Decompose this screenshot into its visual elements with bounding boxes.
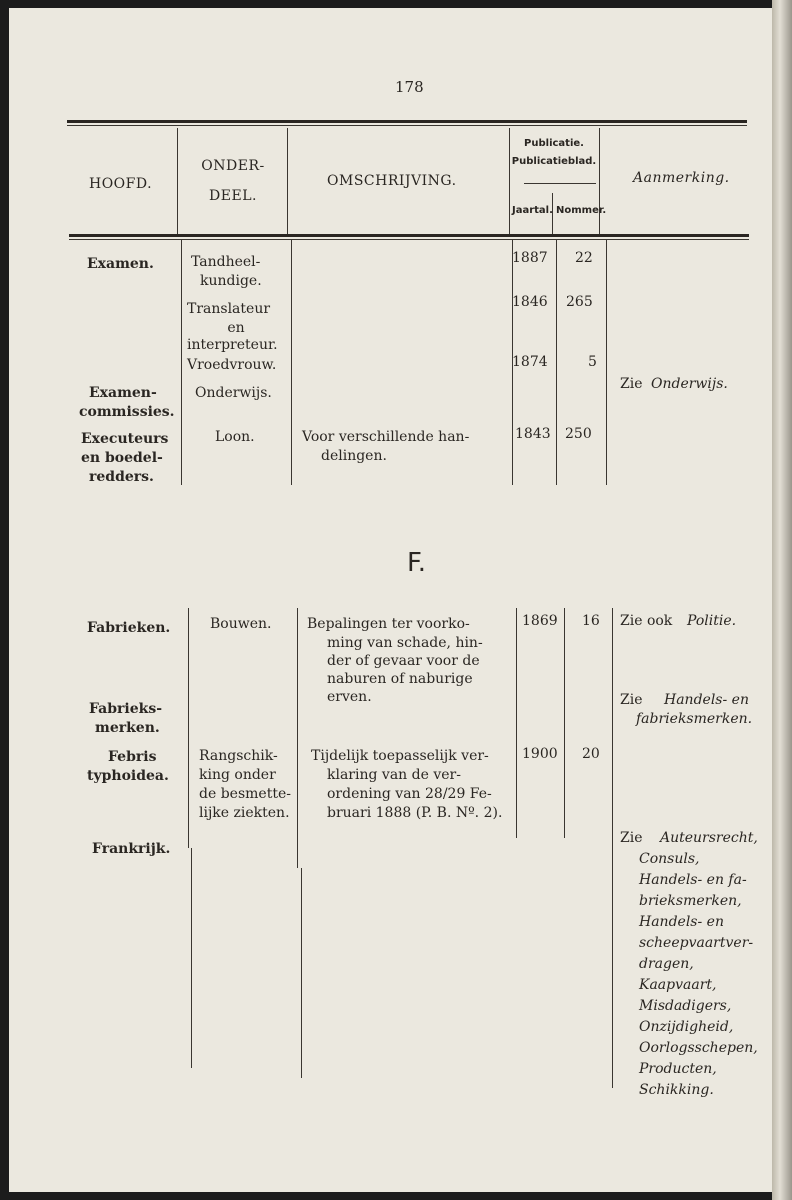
publicatie-brace <box>524 183 596 184</box>
f-hoofd-frankrijk: Frankrijk. <box>92 841 171 857</box>
f-omschrijving-1e: erven. <box>327 689 372 705</box>
f-nommer-3: 20 <box>582 746 600 762</box>
f-omschrijving-3a: Tijdelijk toepasselijk ver- <box>311 748 489 764</box>
f-aanmerking-4-ref11: Oorlogsschepen, <box>639 1040 758 1056</box>
e-divider-4 <box>556 240 557 485</box>
f-nommer-1: 16 <box>582 613 600 629</box>
f-onderdeel-3d: lijke ziekten. <box>199 805 290 821</box>
f-aanmerking-4-ref5: Handels- en <box>639 914 724 930</box>
section-letter-f: F. <box>407 548 427 578</box>
e-hoofd-examencommissies-2: commissies. <box>79 404 175 420</box>
f-hoofd-febris-2: typhoidea. <box>87 768 169 784</box>
f-aanmerking-2-zie: Zie <box>620 692 643 708</box>
header-nommer: Nommer. <box>556 205 607 216</box>
f-aanmerking-4-zie: Zie <box>620 830 643 846</box>
e-nommer-2: 265 <box>566 294 593 310</box>
e-jaartal-3: 1874 <box>512 354 548 370</box>
f-hoofd-fabrieksmerken-1: Fabrieks- <box>89 701 163 717</box>
e-onderdeel-2a: Translateur <box>187 301 271 317</box>
f-jaartal-3: 1900 <box>522 746 558 762</box>
e-omschrijving-5b: delingen. <box>321 448 387 464</box>
f-aanmerking-1-zie: Zie ook <box>620 613 673 629</box>
header-bottom-rule <box>69 234 749 237</box>
f-divider-1 <box>188 608 189 848</box>
e-nommer-5: 250 <box>565 426 592 442</box>
f-omschrijving-1c: der of gevaar voor de <box>327 653 480 669</box>
f-divider-2b <box>301 868 302 1078</box>
f-aanmerking-4-ref10: Onzijdigheid, <box>639 1019 734 1035</box>
header-top-rule <box>67 120 747 123</box>
page-number: 178 <box>395 78 424 96</box>
e-jaartal-2: 1846 <box>512 294 548 310</box>
header-onderdeel-1: ONDER- <box>201 158 265 174</box>
header-onderdeel-2: DEEL. <box>209 188 257 204</box>
f-aanmerking-2-ref2: fabrieksmerken. <box>636 711 753 727</box>
e-hoofd-executeurs-3: redders. <box>89 469 154 485</box>
header-bottom-rule-thin <box>69 239 749 240</box>
f-aanmerking-4-ref9: Misdadigers, <box>639 998 732 1014</box>
f-aanmerking-4-ref4: brieksmerken, <box>639 893 742 909</box>
f-divider-2 <box>297 608 298 868</box>
header-divider-2 <box>287 128 288 234</box>
f-aanmerking-4-ref12: Producten, <box>639 1061 717 1077</box>
e-hoofd-executeurs-1: Executeurs <box>81 431 169 447</box>
f-divider-4 <box>564 608 565 838</box>
e-aanmerking-4-zie: Zie <box>620 376 643 392</box>
e-divider-2 <box>291 240 292 485</box>
header-omschrijving: OMSCHRIJVING. <box>327 173 457 189</box>
e-aanmerking-4-ref: Onderwijs. <box>651 376 728 392</box>
e-onderdeel-2c: interpreteur. <box>187 337 278 353</box>
f-onderdeel-1: Bouwen. <box>210 616 272 632</box>
f-jaartal-1: 1869 <box>522 613 558 629</box>
f-onderdeel-3c: de besmette- <box>199 786 291 802</box>
e-jaartal-1: 1887 <box>512 250 548 266</box>
book-spine-edge <box>772 0 792 1200</box>
f-aanmerking-4-ref2: Consuls, <box>639 851 700 867</box>
f-omschrijving-1d: naburen of naburige <box>327 671 473 687</box>
e-divider-1 <box>181 240 182 485</box>
e-onderdeel-1b: kundige. <box>200 273 262 289</box>
e-jaartal-5: 1843 <box>515 426 551 442</box>
f-omschrijving-1b: ming van schade, hin- <box>327 635 483 651</box>
book-page <box>9 8 772 1192</box>
f-hoofd-fabrieksmerken-2: merken. <box>95 720 160 736</box>
e-onderdeel-5: Loon. <box>215 429 255 445</box>
e-nommer-1: 22 <box>575 250 593 266</box>
f-aanmerking-4-ref6: scheepvaartver- <box>639 935 754 951</box>
f-aanmerking-4-ref7: dragen, <box>639 956 694 972</box>
header-divider-1 <box>177 128 178 234</box>
f-omschrijving-3d: bruari 1888 (P. B. Nº. 2). <box>327 805 503 821</box>
e-nommer-3: 5 <box>588 354 597 370</box>
f-aanmerking-2-ref1: Handels- en <box>664 692 749 708</box>
f-aanmerking-4-ref3: Handels- en fa- <box>639 872 747 888</box>
f-hoofd-fabrieken: Fabrieken. <box>87 620 171 636</box>
e-divider-5 <box>606 240 607 485</box>
f-aanmerking-4-ref1: Auteursrecht, <box>660 830 758 846</box>
f-divider-3 <box>516 608 517 838</box>
e-omschrijving-5a: Voor verschillende han- <box>302 429 470 445</box>
header-publicatieblad: Publicatieblad. <box>511 156 597 167</box>
header-publicatie: Publicatie. <box>524 138 584 149</box>
f-aanmerking-4-ref8: Kaapvaart, <box>639 977 717 993</box>
header-hoofd: HOOFD. <box>89 176 153 192</box>
e-onderdeel-3: Vroedvrouw. <box>187 357 277 373</box>
f-divider-5 <box>612 608 613 1088</box>
header-divider-4 <box>599 128 600 234</box>
f-aanmerking-4-ref13: Schikking. <box>639 1082 714 1098</box>
f-divider-1b <box>191 848 192 1068</box>
e-hoofd-executeurs-2: en boedel- <box>81 450 163 466</box>
f-aanmerking-1-ref: Politie. <box>687 613 737 629</box>
f-omschrijving-1a: Bepalingen ter voorko- <box>307 616 470 632</box>
e-onderdeel-4: Onderwijs. <box>195 385 272 401</box>
f-onderdeel-3a: Rangschik- <box>199 748 278 764</box>
f-omschrijving-3c: ordening van 28/29 Fe- <box>327 786 492 802</box>
header-jaartal: Jaartal. <box>512 205 553 216</box>
header-aanmerking: Aanmerking. <box>633 170 730 186</box>
f-onderdeel-3b: king onder <box>199 767 276 783</box>
f-omschrijving-3b: klaring van de ver- <box>327 767 461 783</box>
e-onderdeel-2b: en <box>227 320 245 336</box>
f-hoofd-febris-1: Febris <box>108 749 157 765</box>
e-hoofd-examencommissies-1: Examen- <box>89 385 157 401</box>
e-hoofd-examen: Examen. <box>87 256 154 272</box>
e-onderdeel-1a: Tandheel- <box>191 254 261 270</box>
header-top-rule-thin <box>67 125 747 126</box>
